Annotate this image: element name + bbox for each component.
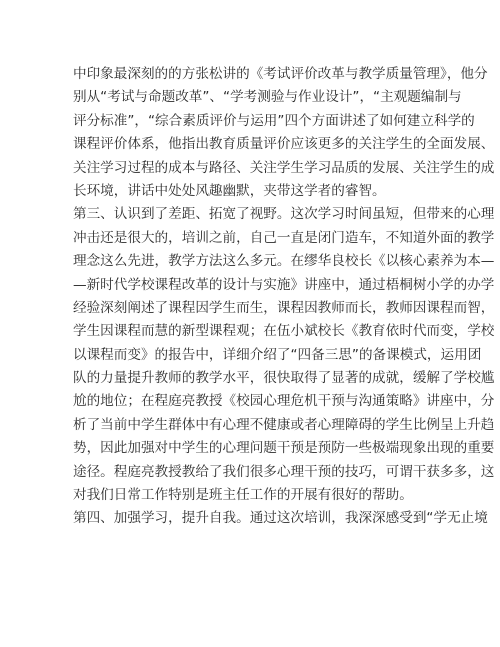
paragraph-fourth-point [73,507,488,530]
text-line: 关注学习过程的成本与路径、关注学生学习品质的发展、关注学生的成 [73,159,495,176]
text-line: 对我们日常工作特别是班主任工作的开展有很好的帮助。 [73,487,413,504]
text-line: 析了当前中学生群体中有心理不健康或者心理障碍的学生比例呈上升趋 [73,416,495,433]
text-line: 课程评价体系，他指出教育质量评价应该更多的关注学生的全面发展、 [73,136,495,153]
text-line: 经验深刻阐述了课程因学生而生，课程因教师而长，教师因课程而智， [73,299,495,316]
text-line: 第四、加强学习，提升自我。通过这次培训，我深深感受到“学无止境 [73,510,488,527]
body-text [73,63,495,531]
text-line: 势，因此加强对中学生的心理问题干预是预防一些极端现象出现的重要 [73,440,495,457]
text-line: 长环境，讲话中处处风趣幽默，夹带这学者的睿智。 [73,182,386,199]
text-line: 以课程而变》的报告中，详细介绍了“四备三思”的备课模式，运用团 [73,346,482,363]
text-line: 评分标准”，“综合素质评价与运用”四个方面讲述了如何建立科学的 [73,112,475,129]
text-line: 队的力量提升教师的教学水平，很快取得了显著的成就，缓解了学校尴 [73,370,495,387]
text-line: 别从“考试与命题改革”、“学考测验与作业设计”，“主观题编制与 [73,89,462,106]
paragraph-third-point [73,203,495,507]
text-line: —新时代学校课程改革的设计与实施》讲座中，通过梧桐树小学的办学 [73,276,495,293]
text-line: 中印象最深刻的的方张松讲的《考试评价改革与教学质量管理》，他分 [73,66,488,82]
text-line: 理念这么先进，教学方法这么多元。在缪华良校长《以核心素养为本— [73,253,495,270]
text-line: 学生因课程而慧的新型课程观；在伍小斌校长《教育依时代而变，学校 [73,323,495,340]
text-line: 第三、认识到了差距、拓宽了视野。这次学习时间虽短，但带来的心理 [73,206,495,223]
text-line: 尬的地位；在程庭亮教授《校园心理危机干预与沟通策略》讲座中，分 [73,393,495,410]
text-line: 冲击还是很大的，培训之前，自己一直是闭门造车，不知道外面的教学 [73,229,495,246]
paragraph-continued [73,63,495,203]
text-line: 途径。程庭亮教授教给了我们很多心理干预的技巧，可谓干获多多，这 [73,463,495,480]
